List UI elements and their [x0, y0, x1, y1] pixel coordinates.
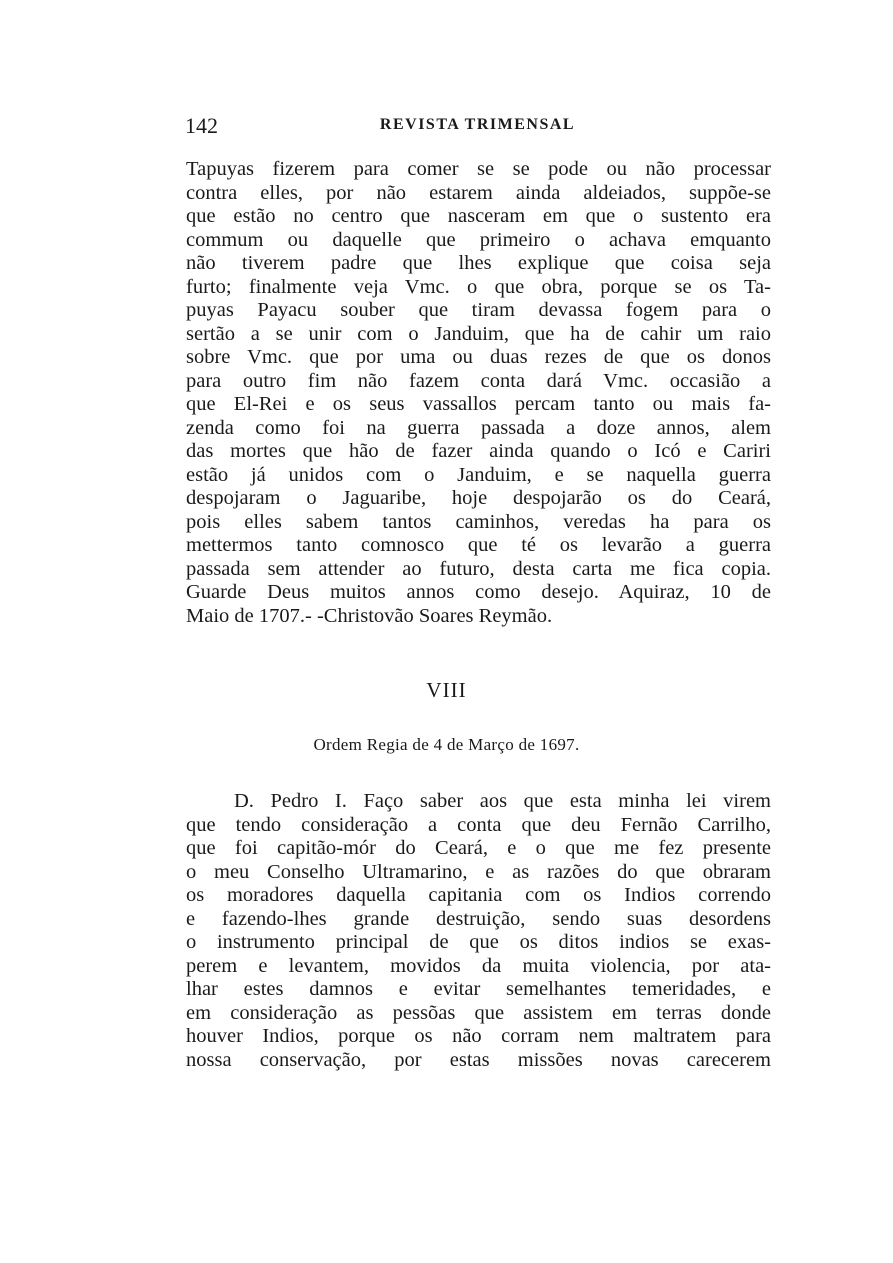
text-line: commum ou daquelle que primeiro o achava emquanto [186, 228, 771, 251]
text-line: o meu Conselho Ultramarino, e as razões do que obraram [186, 860, 771, 883]
section-number: VIII [426, 678, 467, 702]
text-line: nossa conservação, por estas missões novas carecerem [186, 1048, 771, 1071]
text-line: que estão no centro que nasceram em que o sustento era [186, 205, 771, 227]
signature-line: Maio de 1707.- -Christovão Soares Reymão. [186, 604, 553, 627]
letter-paragraph [186, 158, 771, 628]
text-line: sertão a se unir com o Janduim, que ha de cahir um raio [186, 322, 771, 345]
running-title: REVISTA TRIMENSAL [379, 116, 576, 133]
text-line: o instrumento principal de que os ditos indios se exas- [186, 931, 771, 953]
text-line: zenda como foi na guerra passada a doze annos, alem [186, 416, 771, 439]
text-line: mettermos tanto comnosco que té os levarão a guerra [186, 534, 771, 556]
text-line: os moradores daquella capitania com os Indios correndo [186, 884, 771, 906]
text-line: furto; finalmente veja Vmc. o que obra, porque se os Ta- [186, 275, 771, 298]
text-line: despojaram o Jaguaribe, hoje despojarão os do Ceará, [186, 487, 771, 509]
text-line: não tiverem padre que lhes explique que coisa seja [186, 252, 771, 274]
section-subtitle: Ordem Regia de 4 de Março de 1697. [313, 735, 580, 754]
text-line: puyas Payacu souber que tiram devassa fogem para o [186, 299, 771, 321]
text-line: D. Pedro I. Faço saber aos que esta minha lei virem [234, 790, 771, 812]
text-line: sobre Vmc. que por uma ou duas rezes de que os donos [186, 346, 771, 368]
text-line: que tendo consideração a conta que deu Fernão Carrilho, [186, 813, 771, 836]
text-line: estão já unidos com o Janduim, e se naquella guerra [186, 463, 771, 486]
text-line: lhar estes damnos e evitar semelhantes temeridades, e [186, 978, 771, 1000]
page-number: 142 [185, 113, 218, 138]
text-line: para outro fim não fazem conta dará Vmc. occasião a [186, 369, 771, 392]
text-line: perem e levantem, movidos da muita violencia, por ata- [186, 954, 771, 977]
text-line: Tapuyas fizerem para comer se se pode ou não processar [186, 158, 771, 180]
text-line: houver Indios, porque os não corram nem maltratem para [186, 1025, 771, 1047]
text-line: em consideração as pessõas que assistem em terras donde [186, 1001, 771, 1024]
text-line: e fazendo-lhes grande destruição, sendo suas desordens [186, 907, 771, 930]
text-line: das mortes que hão de fazer ainda quando o Icó e Cariri [186, 440, 771, 462]
page-header [185, 113, 770, 141]
text-line: pois elles sabem tantos caminhos, veredas ha para os [186, 510, 771, 533]
royal-order-paragraph [186, 790, 771, 1072]
text-line: Guarde Deus muitos annos como desejo. Aquiraz, 10 de [186, 581, 771, 603]
text-line: passada sem attender ao futuro, desta carta me fica copia. [186, 557, 771, 580]
text-line: que El-Rei e os seus vassallos percam tanto ou mais fa- [186, 393, 771, 415]
text-line: que foi capitão-mór do Ceará, e o que me fez presente [186, 837, 771, 859]
text-line: contra elles, por não estarem ainda aldeiados, suppõe-se [186, 181, 771, 204]
